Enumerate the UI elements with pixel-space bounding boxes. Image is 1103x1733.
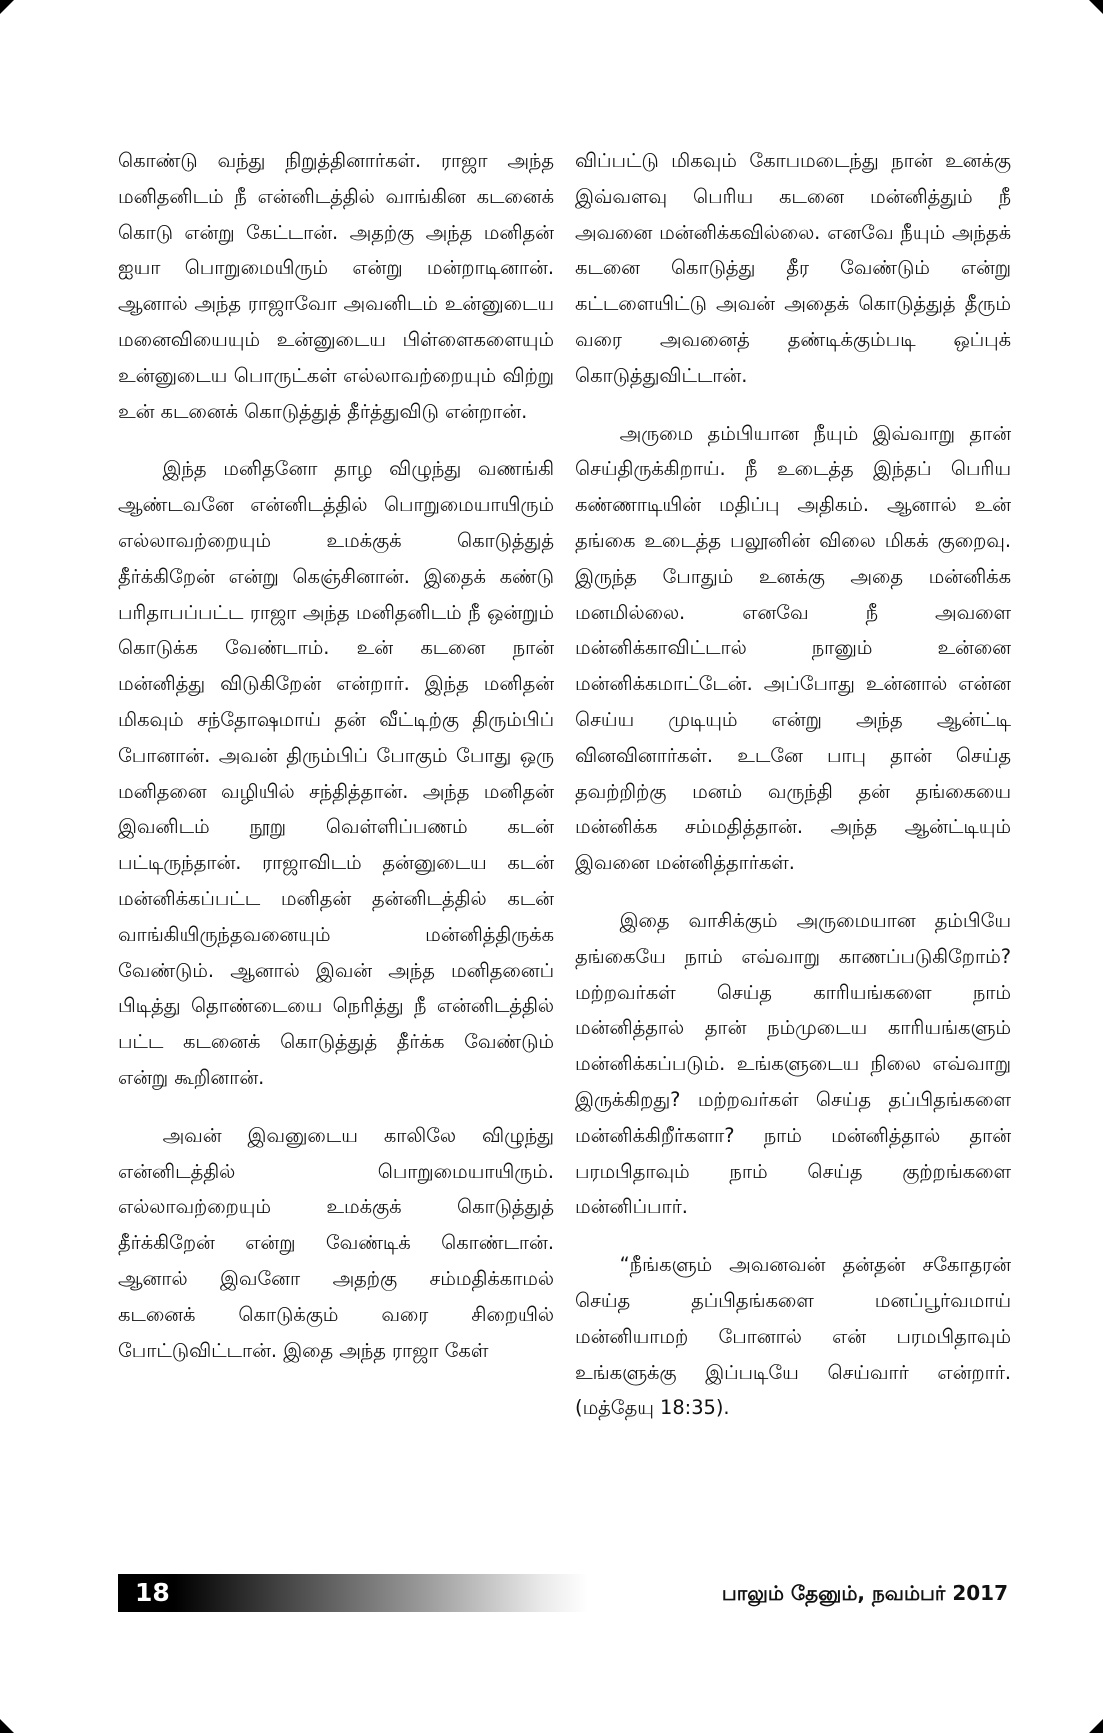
right-paragraph-1: விப்பட்டு மிகவும் கோபமடைந்து நான் உனக்கு இவ்வளவு பெரிய கடனை மன்னித்தும் நீ அவனை மன்னிக்கவில்லை. எனவே நீயும் அந்தக் கடனை கொடுத்து தீர வேண்டும் என்று கட்டளையிட்டு அவன் அதைக் கொடுத்துத் தீரும் வரை அவனைத் தண்டிக்கும்படி ஒப்புக் கொடுத்துவிட்டான். <box>575 149 1011 387</box>
footer-gradient-bar <box>118 1574 588 1612</box>
left-paragraph-3: அவன் இவனுடைய காலிலே விழுந்து என்னிடத்தில் பொறுமையாயிரும். எல்லாவற்றையும் உமக்குக் கொடுத்துத் தீர்க்கிறேன் என்று வேண்டிக் கொண்டான். ஆனால் இவனோ அதற்கு சம்மதிக்காமல் கடனைக் கொடுக்கும் வரை சிறையில் போட்டுவிட்டான். இதை அந்த ராஜா கேள் <box>118 1123 554 1362</box>
right-column <box>575 143 1011 1448</box>
right-paragraph-2: அருமை தம்பியான நீயும் இவ்வாறு தான் செய்திருக்கிறாய். நீ உடைத்த இந்தப் பெரிய கண்ணாடியின் மதிப்பு அதிகம். ஆனால் உன் தங்கை உடைத்த பலூனின் விலை மிகக் குறைவு. இருந்த போதும் உனக்கு அதை மன்னிக்க மனமில்லை. எனவே நீ அவளை மன்னிக்காவிட்டால் நானும் உன்னை மன்னிக்கமாட்டேன். அப்போது உன்னால் என்ன செய்ய முடியும் என்று அந்த ஆன்ட்டி வினவினார்கள். உடனே பாபு தான் செய்த தவற்றிற்கு மனம் வருந்தி தன் தங்கையை மன்னிக்க சம்மதித்தான். அந்த ஆன்ட்டியும் இவனை மன்னித்தார்கள். <box>575 421 1011 875</box>
right-paragraph-4: “நீங்களும் அவனவன் தன்தன் சகோதரன் செய்த தப்பிதங்களை மனப்பூர்வமாய் மன்னியாமற் போனால் என் பரமபிதாவும் உங்களுக்கு இப்படியே செய்வார் என்றார். (மத்தேயு 18:35). <box>575 1253 1011 1420</box>
left-paragraph-2: இந்த மனிதனோ தாழ விழுந்து வணங்கி ஆண்டவனே என்னிடத்தில் பொறுமையாயிரும் எல்லாவற்றையும் உமக்குக் கொடுத்துத் தீர்க்கிறேன் என்று கெஞ்சினான். இதைக் கண்டு பரிதாபப்பட்ட ராஜா அந்த மனிதனிடம் நீ ஒன்றும் கொடுக்க வேண்டாம். உன் கடனை நான் மன்னித்து விடுகிறேன் என்றார். இந்த மனிதன் மிகவும் சந்தோஷமாய் தன் வீட்டிற்கு திரும்பிப் போனான். அவன் திரும்பிப் போகும் போது ஒரு மனிதனை வழியில் சந்தித்தான். அந்த மனிதன் இவனிடம் நூறு வெள்ளிப்பணம் கடன் பட்டிருந்தான். ராஜாவிடம் தன்னுடைய கடன் மன்னிக்கப்பட்ட மனிதன் தன்னிடத்தில் கடன் வாங்கியிருந்தவனையும் மன்னித்திருக்க வேண்டும். ஆனால் இவன் அந்த மனிதனைப் பிடித்து தொண்டையை நெரித்து நீ என்னிடத்தில் பட்ட கடனைக் கொடுத்துத் தீர்க்க வேண்டும் என்று கூறினான். <box>118 457 554 1089</box>
corner-mark-top-right <box>1089 0 1103 14</box>
corner-mark-bottom-left <box>0 1719 14 1733</box>
publication-title: பாலும் தேனும், நவம்பர் 2017 <box>721 1581 1008 1605</box>
corner-mark-top-left <box>0 0 14 14</box>
left-column <box>118 143 554 1390</box>
left-paragraph-1: கொண்டு வந்து நிறுத்தினார்கள். ராஜா அந்த மனிதனிடம் நீ என்னிடத்தில் வாங்கின கடனைக் கொடு என்று கேட்டான். அதற்கு அந்த மனிதன் ஐயா பொறுமையிரும் என்று மன்றாடினான். ஆனால் அந்த ராஜாவோ அவனிடம் உன்னுடைய மனைவியையும் உன்னுடைய பிள்ளைகளையும் உன்னுடைய பொருட்கள் எல்லாவற்றையும் விற்று உன் கடனைக் கொடுத்துத் தீர்த்துவிடு என்றான். <box>118 149 554 423</box>
page-number: 18 <box>135 1578 170 1607</box>
corner-mark-bottom-right <box>1089 1719 1103 1733</box>
right-paragraph-3: இதை வாசிக்கும் அருமையான தம்பியே தங்கையே நாம் எவ்வாறு காணப்படுகிறோம்? மற்றவர்கள் செய்த காரியங்களை நாம் மன்னித்தால் தான் நம்முடைய காரியங்களும் மன்னிக்கப்படும். உங்களுடைய நிலை எவ்வாறு இருக்கிறது? மற்றவர்கள் செய்த தப்பிதங்களை மன்னிக்கிறீர்களா? நாம் மன்னித்தால் தான் பரமபிதாவும் நாம் செய்த குற்றங்களை மன்னிப்பார். <box>575 908 1011 1219</box>
